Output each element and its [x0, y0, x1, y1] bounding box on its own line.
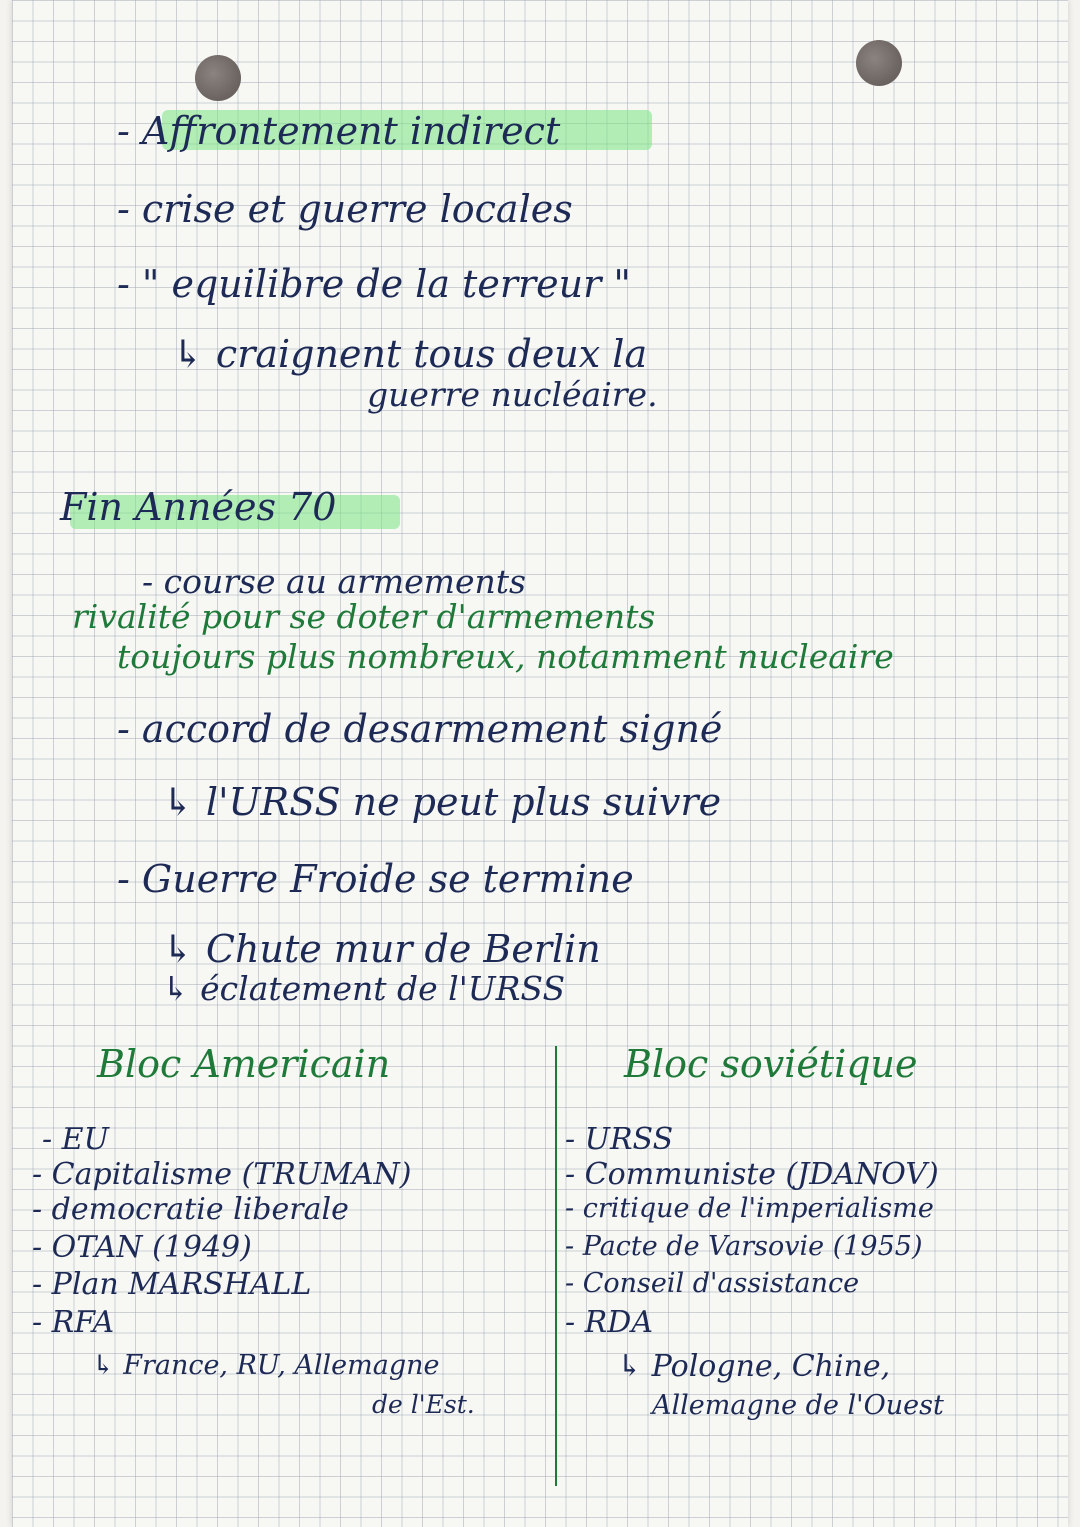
american-item-1: - EU: [42, 1122, 109, 1157]
line-crise: - crise et guerre locales: [117, 187, 573, 231]
punch-hole-left: [195, 55, 241, 101]
american-item-4: - OTAN (1949): [32, 1230, 252, 1265]
definition-line-1: rivalité pour se doter d'armements: [72, 597, 656, 636]
soviet-item-1: - URSS: [565, 1122, 674, 1157]
note-urss: ↳ l'URSS ne peut plus suivre: [162, 780, 722, 824]
note-chute-mur: ↳ Chute mur de Berlin: [162, 927, 601, 971]
line-desarmement: - accord de desarmement signé: [117, 707, 723, 751]
line-guerre-froide: - Guerre Froide se termine: [117, 857, 634, 901]
column-divider: [555, 1046, 557, 1486]
american-note-2: de l'Est.: [372, 1390, 475, 1419]
title-bloc-sovietique: Bloc soviétique: [624, 1042, 918, 1086]
soviet-item-5: - Conseil d'assistance: [565, 1268, 860, 1299]
soviet-item-6: - RDA: [565, 1305, 653, 1340]
soviet-item-3: - critique de l'imperialisme: [565, 1193, 934, 1224]
definition-line-2: toujours plus nombreux, notamment nucleaire: [117, 637, 894, 676]
american-item-2: - Capitalisme (TRUMAN): [32, 1157, 412, 1192]
american-item-5: - Plan MARSHALL: [32, 1267, 312, 1302]
line-affrontement: - Affrontement indirect: [117, 109, 561, 153]
heading-fin-annees: Fin Années 70: [60, 485, 337, 529]
american-item-3: - democratie liberale: [32, 1192, 349, 1227]
soviet-note-1: ↳ Pologne, Chine,: [617, 1349, 891, 1384]
note-craignent: ↳ craignent tous deux la: [172, 332, 648, 376]
american-note-1: ↳ France, RU, Allemagne: [92, 1350, 440, 1381]
note-eclatement: ↳ éclatement de l'URSS: [162, 969, 566, 1008]
punch-hole-right: [856, 40, 902, 86]
soviet-note-2: Allemagne de l'Ouest: [652, 1390, 944, 1421]
title-bloc-americain: Bloc Americain: [97, 1042, 391, 1086]
soviet-item-2: - Communiste (JDANOV): [565, 1157, 939, 1192]
note-guerre-nucleaire: guerre nucléaire.: [367, 375, 658, 414]
line-equilibre: - " equilibre de la terreur ": [117, 262, 631, 306]
soviet-item-4: - Pacte de Varsovie (1955): [565, 1231, 923, 1262]
american-item-6: - RFA: [32, 1305, 115, 1340]
grid-paper-sheet: [12, 0, 1068, 1527]
line-course: - course au armements: [142, 562, 526, 601]
